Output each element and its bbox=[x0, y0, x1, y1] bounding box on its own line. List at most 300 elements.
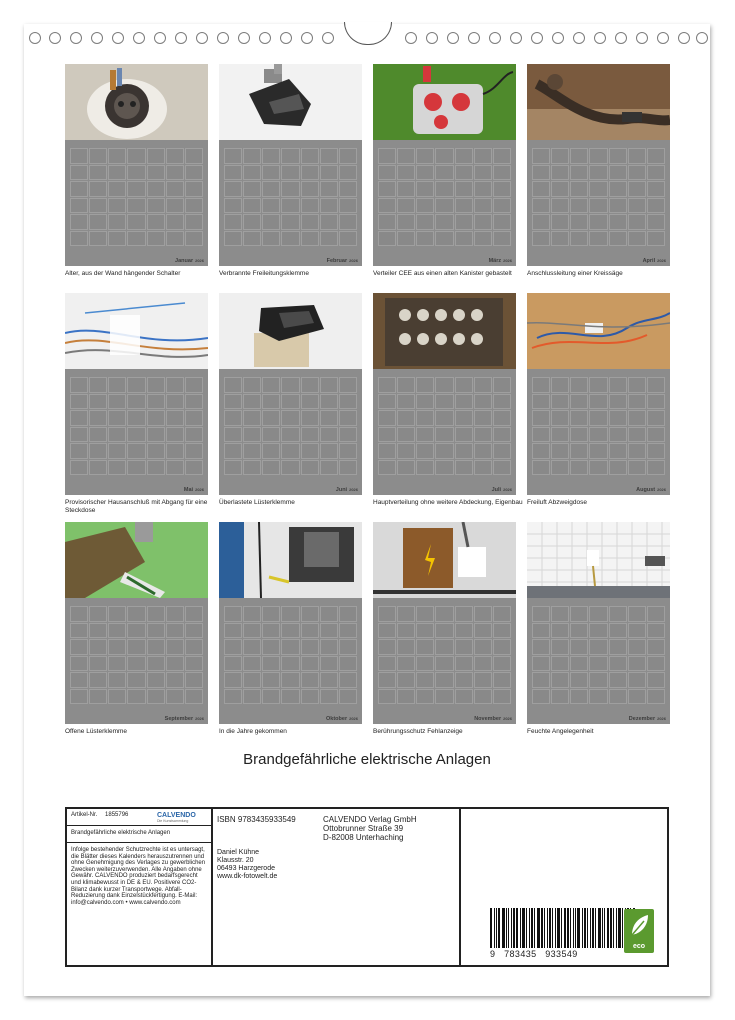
day-box bbox=[589, 394, 607, 410]
day-box bbox=[647, 606, 665, 622]
day-box bbox=[320, 606, 338, 622]
day-box bbox=[589, 689, 607, 705]
day-box bbox=[570, 148, 588, 164]
publisher-line: CALVENDO Verlag GmbH bbox=[323, 815, 417, 824]
day-box bbox=[147, 672, 165, 688]
day-box bbox=[532, 427, 550, 443]
day-box bbox=[243, 639, 261, 655]
day-box bbox=[609, 427, 627, 443]
month-label bbox=[336, 487, 358, 493]
month-year: 2026 bbox=[349, 487, 358, 492]
day-box bbox=[435, 198, 453, 214]
month-calendar-preview bbox=[65, 140, 208, 266]
barcode-bar bbox=[526, 908, 527, 948]
barcode-bar bbox=[529, 908, 530, 948]
day-box bbox=[609, 165, 627, 181]
day-box bbox=[108, 377, 126, 393]
day-box bbox=[435, 443, 453, 459]
day-box bbox=[89, 394, 107, 410]
day-box bbox=[532, 231, 550, 247]
day-box bbox=[493, 165, 511, 181]
photo-caption: Verteiler CEE aus einen alten Kanister gebastelt bbox=[373, 270, 512, 277]
day-box bbox=[397, 427, 415, 443]
day-box bbox=[108, 460, 126, 476]
barcode-bar bbox=[582, 908, 583, 948]
day-box bbox=[416, 377, 434, 393]
day-box bbox=[378, 606, 396, 622]
day-box bbox=[70, 672, 88, 688]
day-box bbox=[609, 198, 627, 214]
author-line: Klausstr. 20 bbox=[217, 857, 254, 864]
binding-ring bbox=[49, 32, 61, 44]
day-box bbox=[416, 689, 434, 705]
day-box bbox=[70, 623, 88, 639]
day-box bbox=[320, 443, 338, 459]
day-box bbox=[89, 672, 107, 688]
day-box bbox=[166, 165, 184, 181]
day-box bbox=[416, 656, 434, 672]
day-grid bbox=[70, 606, 203, 704]
day-box bbox=[185, 639, 203, 655]
day-box bbox=[301, 231, 319, 247]
day-box bbox=[185, 410, 203, 426]
author-line: 06493 Harzgerode bbox=[217, 865, 275, 872]
day-box bbox=[224, 148, 242, 164]
day-box bbox=[647, 689, 665, 705]
day-box bbox=[108, 410, 126, 426]
barcode-bar bbox=[506, 908, 507, 948]
day-box bbox=[147, 377, 165, 393]
day-box bbox=[127, 231, 145, 247]
binding-ring bbox=[657, 32, 669, 44]
binding-ring bbox=[447, 32, 459, 44]
month-name: Januar bbox=[175, 258, 194, 264]
day-box bbox=[224, 214, 242, 230]
day-box bbox=[147, 394, 165, 410]
day-box bbox=[551, 181, 569, 197]
day-box bbox=[589, 672, 607, 688]
day-box bbox=[147, 181, 165, 197]
day-box bbox=[281, 410, 299, 426]
binding-ring bbox=[678, 32, 690, 44]
day-box bbox=[532, 460, 550, 476]
day-box bbox=[532, 656, 550, 672]
day-box bbox=[70, 198, 88, 214]
day-box bbox=[166, 377, 184, 393]
day-box bbox=[108, 214, 126, 230]
day-box bbox=[647, 165, 665, 181]
day-box bbox=[185, 656, 203, 672]
day-box bbox=[127, 410, 145, 426]
day-box bbox=[301, 443, 319, 459]
day-box bbox=[166, 181, 184, 197]
day-box bbox=[474, 460, 492, 476]
day-box bbox=[532, 148, 550, 164]
leaf-icon bbox=[624, 909, 654, 941]
day-box bbox=[70, 148, 88, 164]
day-box bbox=[416, 606, 434, 622]
day-box bbox=[647, 672, 665, 688]
month-year: 2026 bbox=[657, 487, 666, 492]
eco-badge bbox=[624, 909, 654, 953]
month-name: August bbox=[636, 487, 656, 493]
day-box bbox=[89, 214, 107, 230]
day-box bbox=[493, 672, 511, 688]
day-box bbox=[570, 181, 588, 197]
day-box bbox=[224, 181, 242, 197]
day-box bbox=[647, 656, 665, 672]
day-box bbox=[455, 148, 473, 164]
day-box bbox=[70, 689, 88, 705]
barcode-bar bbox=[604, 908, 605, 948]
day-box bbox=[455, 394, 473, 410]
month-label bbox=[165, 716, 204, 722]
day-box bbox=[70, 606, 88, 622]
day-box bbox=[570, 639, 588, 655]
photo-caption: Überlastete Lüsterklemme bbox=[219, 499, 295, 506]
calvendo-logo bbox=[157, 812, 196, 823]
barcode-bar bbox=[490, 908, 492, 948]
day-box bbox=[185, 377, 203, 393]
day-box bbox=[532, 410, 550, 426]
barcode-bar bbox=[584, 908, 586, 948]
day-grid bbox=[532, 377, 665, 475]
day-box bbox=[570, 689, 588, 705]
day-box bbox=[147, 639, 165, 655]
day-box bbox=[147, 231, 165, 247]
day-box bbox=[262, 214, 280, 230]
month-calendar-preview bbox=[373, 598, 516, 724]
month-year: 2026 bbox=[503, 258, 512, 263]
day-box bbox=[166, 231, 184, 247]
day-box bbox=[628, 231, 646, 247]
author-line: www.dk-fotowelt.de bbox=[217, 873, 278, 880]
day-box bbox=[532, 394, 550, 410]
day-box bbox=[108, 672, 126, 688]
binding-ring bbox=[696, 32, 708, 44]
day-box bbox=[435, 460, 453, 476]
day-box bbox=[435, 427, 453, 443]
day-box bbox=[570, 410, 588, 426]
day-box bbox=[455, 606, 473, 622]
day-box bbox=[570, 656, 588, 672]
day-box bbox=[378, 689, 396, 705]
day-box bbox=[127, 427, 145, 443]
day-box bbox=[493, 231, 511, 247]
day-box bbox=[70, 460, 88, 476]
day-box bbox=[609, 377, 627, 393]
photo-caption: Hauptverteilung ohne weitere Abdeckung, Eigenbau bbox=[373, 499, 523, 506]
day-box bbox=[589, 606, 607, 622]
day-box bbox=[224, 377, 242, 393]
barcode-bar bbox=[531, 908, 533, 948]
day-box bbox=[628, 181, 646, 197]
day-box bbox=[262, 427, 280, 443]
day-box bbox=[243, 689, 261, 705]
day-box bbox=[108, 231, 126, 247]
day-box bbox=[281, 231, 299, 247]
day-box bbox=[455, 198, 473, 214]
photo-caption: Offene Lüsterklemme bbox=[65, 728, 128, 735]
day-box bbox=[108, 639, 126, 655]
day-box bbox=[224, 231, 242, 247]
day-box bbox=[320, 623, 338, 639]
day-box bbox=[493, 460, 511, 476]
day-box bbox=[570, 165, 588, 181]
day-box bbox=[455, 377, 473, 393]
day-box bbox=[108, 656, 126, 672]
day-box bbox=[378, 410, 396, 426]
day-box bbox=[224, 165, 242, 181]
binding-ring bbox=[154, 32, 166, 44]
day-box bbox=[570, 377, 588, 393]
day-box bbox=[378, 377, 396, 393]
barcode-bar bbox=[534, 908, 535, 948]
day-box bbox=[435, 181, 453, 197]
barcode-bar bbox=[567, 908, 569, 948]
day-box bbox=[147, 410, 165, 426]
day-box bbox=[243, 410, 261, 426]
month-photo bbox=[527, 64, 670, 140]
day-box bbox=[185, 231, 203, 247]
legal-text: Infolge bestehender Schutzrechte ist es untersagt, die Blätter dieses Kalenders herauszutrennen und ohne Genehmigung des Verlages zu gewerblichen Zwecken weiterzuverwenden. Alle Angaben ohne Gewähr. CALVENDO produziert bedarfsgerecht und klimabewusst in DE & EU. Positivere CO2-Bilanz dank kurzer Transportwege. Abfall-Reduzierung dank Einzelstückfertigung. E-Mail: info@calvendo.com • www.calvendo.com bbox=[71, 847, 206, 906]
day-box bbox=[435, 623, 453, 639]
day-box bbox=[224, 606, 242, 622]
day-box bbox=[185, 672, 203, 688]
month-name: Februar bbox=[326, 258, 348, 264]
day-box bbox=[301, 689, 319, 705]
day-box bbox=[243, 460, 261, 476]
barcode-bar bbox=[552, 908, 553, 948]
day-box bbox=[532, 165, 550, 181]
month-photo bbox=[527, 522, 670, 598]
barcode-bar bbox=[561, 908, 562, 948]
month-calendar-preview bbox=[527, 598, 670, 724]
day-box bbox=[89, 410, 107, 426]
day-box bbox=[166, 410, 184, 426]
day-box bbox=[570, 623, 588, 639]
day-box bbox=[455, 427, 473, 443]
day-box bbox=[339, 214, 357, 230]
day-box bbox=[70, 410, 88, 426]
day-box bbox=[493, 377, 511, 393]
day-box bbox=[589, 410, 607, 426]
day-box bbox=[262, 231, 280, 247]
day-box bbox=[262, 443, 280, 459]
day-box bbox=[589, 623, 607, 639]
month-label bbox=[184, 487, 204, 493]
barcode-bar bbox=[513, 908, 515, 948]
month-label bbox=[636, 487, 666, 493]
day-box bbox=[532, 639, 550, 655]
month-photo bbox=[219, 522, 362, 598]
day-box bbox=[551, 214, 569, 230]
author-address bbox=[217, 849, 277, 881]
day-box bbox=[589, 460, 607, 476]
day-box bbox=[397, 672, 415, 688]
day-box bbox=[243, 427, 261, 443]
day-box bbox=[339, 165, 357, 181]
day-box bbox=[339, 623, 357, 639]
day-box bbox=[243, 656, 261, 672]
day-box bbox=[435, 214, 453, 230]
month-name: Juli bbox=[491, 487, 502, 493]
day-box bbox=[628, 689, 646, 705]
day-box bbox=[224, 623, 242, 639]
day-box bbox=[474, 623, 492, 639]
day-box bbox=[416, 427, 434, 443]
day-box bbox=[127, 394, 145, 410]
day-box bbox=[474, 214, 492, 230]
day-box bbox=[262, 672, 280, 688]
day-box bbox=[339, 410, 357, 426]
month-year: 2026 bbox=[195, 716, 204, 721]
day-box bbox=[551, 198, 569, 214]
day-box bbox=[609, 672, 627, 688]
binding-ring bbox=[510, 32, 522, 44]
month-label bbox=[175, 258, 204, 264]
binding-ring bbox=[594, 32, 606, 44]
day-box bbox=[147, 427, 165, 443]
day-box bbox=[127, 606, 145, 622]
barcode-bar bbox=[522, 908, 525, 948]
product-title: Brandgefährliche elektrische Anlagen bbox=[71, 830, 171, 836]
barcode-bars bbox=[490, 908, 636, 948]
day-box bbox=[397, 443, 415, 459]
day-box bbox=[339, 427, 357, 443]
day-box bbox=[301, 606, 319, 622]
day-box bbox=[474, 689, 492, 705]
day-box bbox=[127, 214, 145, 230]
day-box bbox=[551, 427, 569, 443]
day-box bbox=[493, 443, 511, 459]
day-box bbox=[647, 148, 665, 164]
day-box bbox=[89, 198, 107, 214]
day-box bbox=[339, 443, 357, 459]
day-box bbox=[224, 460, 242, 476]
day-box bbox=[262, 623, 280, 639]
day-box bbox=[378, 639, 396, 655]
day-box bbox=[185, 606, 203, 622]
day-box bbox=[127, 656, 145, 672]
day-box bbox=[339, 639, 357, 655]
day-box bbox=[127, 689, 145, 705]
day-box bbox=[609, 606, 627, 622]
calvendo-brand: CALVENDO bbox=[157, 812, 196, 819]
binding-ring bbox=[426, 32, 438, 44]
barcode-bar bbox=[541, 908, 543, 948]
day-box bbox=[628, 394, 646, 410]
barcode-bar bbox=[520, 908, 521, 948]
day-box bbox=[320, 410, 338, 426]
day-box bbox=[378, 165, 396, 181]
day-box bbox=[532, 606, 550, 622]
day-box bbox=[301, 377, 319, 393]
day-box bbox=[224, 639, 242, 655]
day-box bbox=[474, 410, 492, 426]
day-box bbox=[416, 165, 434, 181]
day-box bbox=[474, 165, 492, 181]
day-box bbox=[416, 639, 434, 655]
day-box bbox=[301, 672, 319, 688]
day-box bbox=[647, 214, 665, 230]
day-box bbox=[609, 214, 627, 230]
day-box bbox=[70, 231, 88, 247]
day-box bbox=[301, 410, 319, 426]
day-box bbox=[70, 181, 88, 197]
day-box bbox=[89, 689, 107, 705]
day-box bbox=[262, 394, 280, 410]
day-box bbox=[416, 231, 434, 247]
month-calendar-preview bbox=[219, 140, 362, 266]
barcode-bar bbox=[547, 908, 548, 948]
binding-ring bbox=[489, 32, 501, 44]
day-box bbox=[108, 148, 126, 164]
day-box bbox=[262, 410, 280, 426]
day-box bbox=[589, 377, 607, 393]
day-box bbox=[262, 606, 280, 622]
day-box bbox=[435, 689, 453, 705]
month-photo bbox=[527, 293, 670, 369]
day-box bbox=[281, 460, 299, 476]
day-box bbox=[397, 639, 415, 655]
day-box bbox=[647, 377, 665, 393]
day-box bbox=[532, 377, 550, 393]
binding-ring bbox=[280, 32, 292, 44]
day-box bbox=[551, 377, 569, 393]
month-calendar-preview bbox=[373, 369, 516, 495]
binding-ring bbox=[196, 32, 208, 44]
day-box bbox=[70, 639, 88, 655]
barcode-bar bbox=[622, 908, 623, 948]
day-box bbox=[147, 623, 165, 639]
day-box bbox=[416, 214, 434, 230]
day-box bbox=[281, 427, 299, 443]
day-box bbox=[397, 394, 415, 410]
day-box bbox=[647, 623, 665, 639]
month-label bbox=[474, 716, 512, 722]
day-box bbox=[281, 606, 299, 622]
calendar-title: Brandgefährliche elektrische Anlagen bbox=[243, 751, 491, 768]
day-box bbox=[532, 443, 550, 459]
day-box bbox=[166, 427, 184, 443]
day-box bbox=[339, 656, 357, 672]
day-box bbox=[647, 394, 665, 410]
day-box bbox=[493, 689, 511, 705]
month-calendar-preview bbox=[373, 140, 516, 266]
day-box bbox=[281, 443, 299, 459]
barcode-bar bbox=[564, 908, 566, 948]
day-box bbox=[397, 410, 415, 426]
day-box bbox=[320, 427, 338, 443]
day-box bbox=[551, 443, 569, 459]
day-box bbox=[185, 394, 203, 410]
day-box bbox=[647, 181, 665, 197]
day-box bbox=[89, 656, 107, 672]
barcode-bar bbox=[537, 908, 540, 948]
day-box bbox=[455, 623, 473, 639]
day-box bbox=[339, 148, 357, 164]
month-label bbox=[492, 487, 512, 493]
day-box bbox=[378, 148, 396, 164]
day-box bbox=[224, 689, 242, 705]
day-box bbox=[628, 606, 646, 622]
day-box bbox=[320, 181, 338, 197]
day-box bbox=[224, 410, 242, 426]
day-box bbox=[224, 198, 242, 214]
barcode-bar bbox=[549, 908, 551, 948]
eco-label: eco bbox=[632, 943, 646, 950]
